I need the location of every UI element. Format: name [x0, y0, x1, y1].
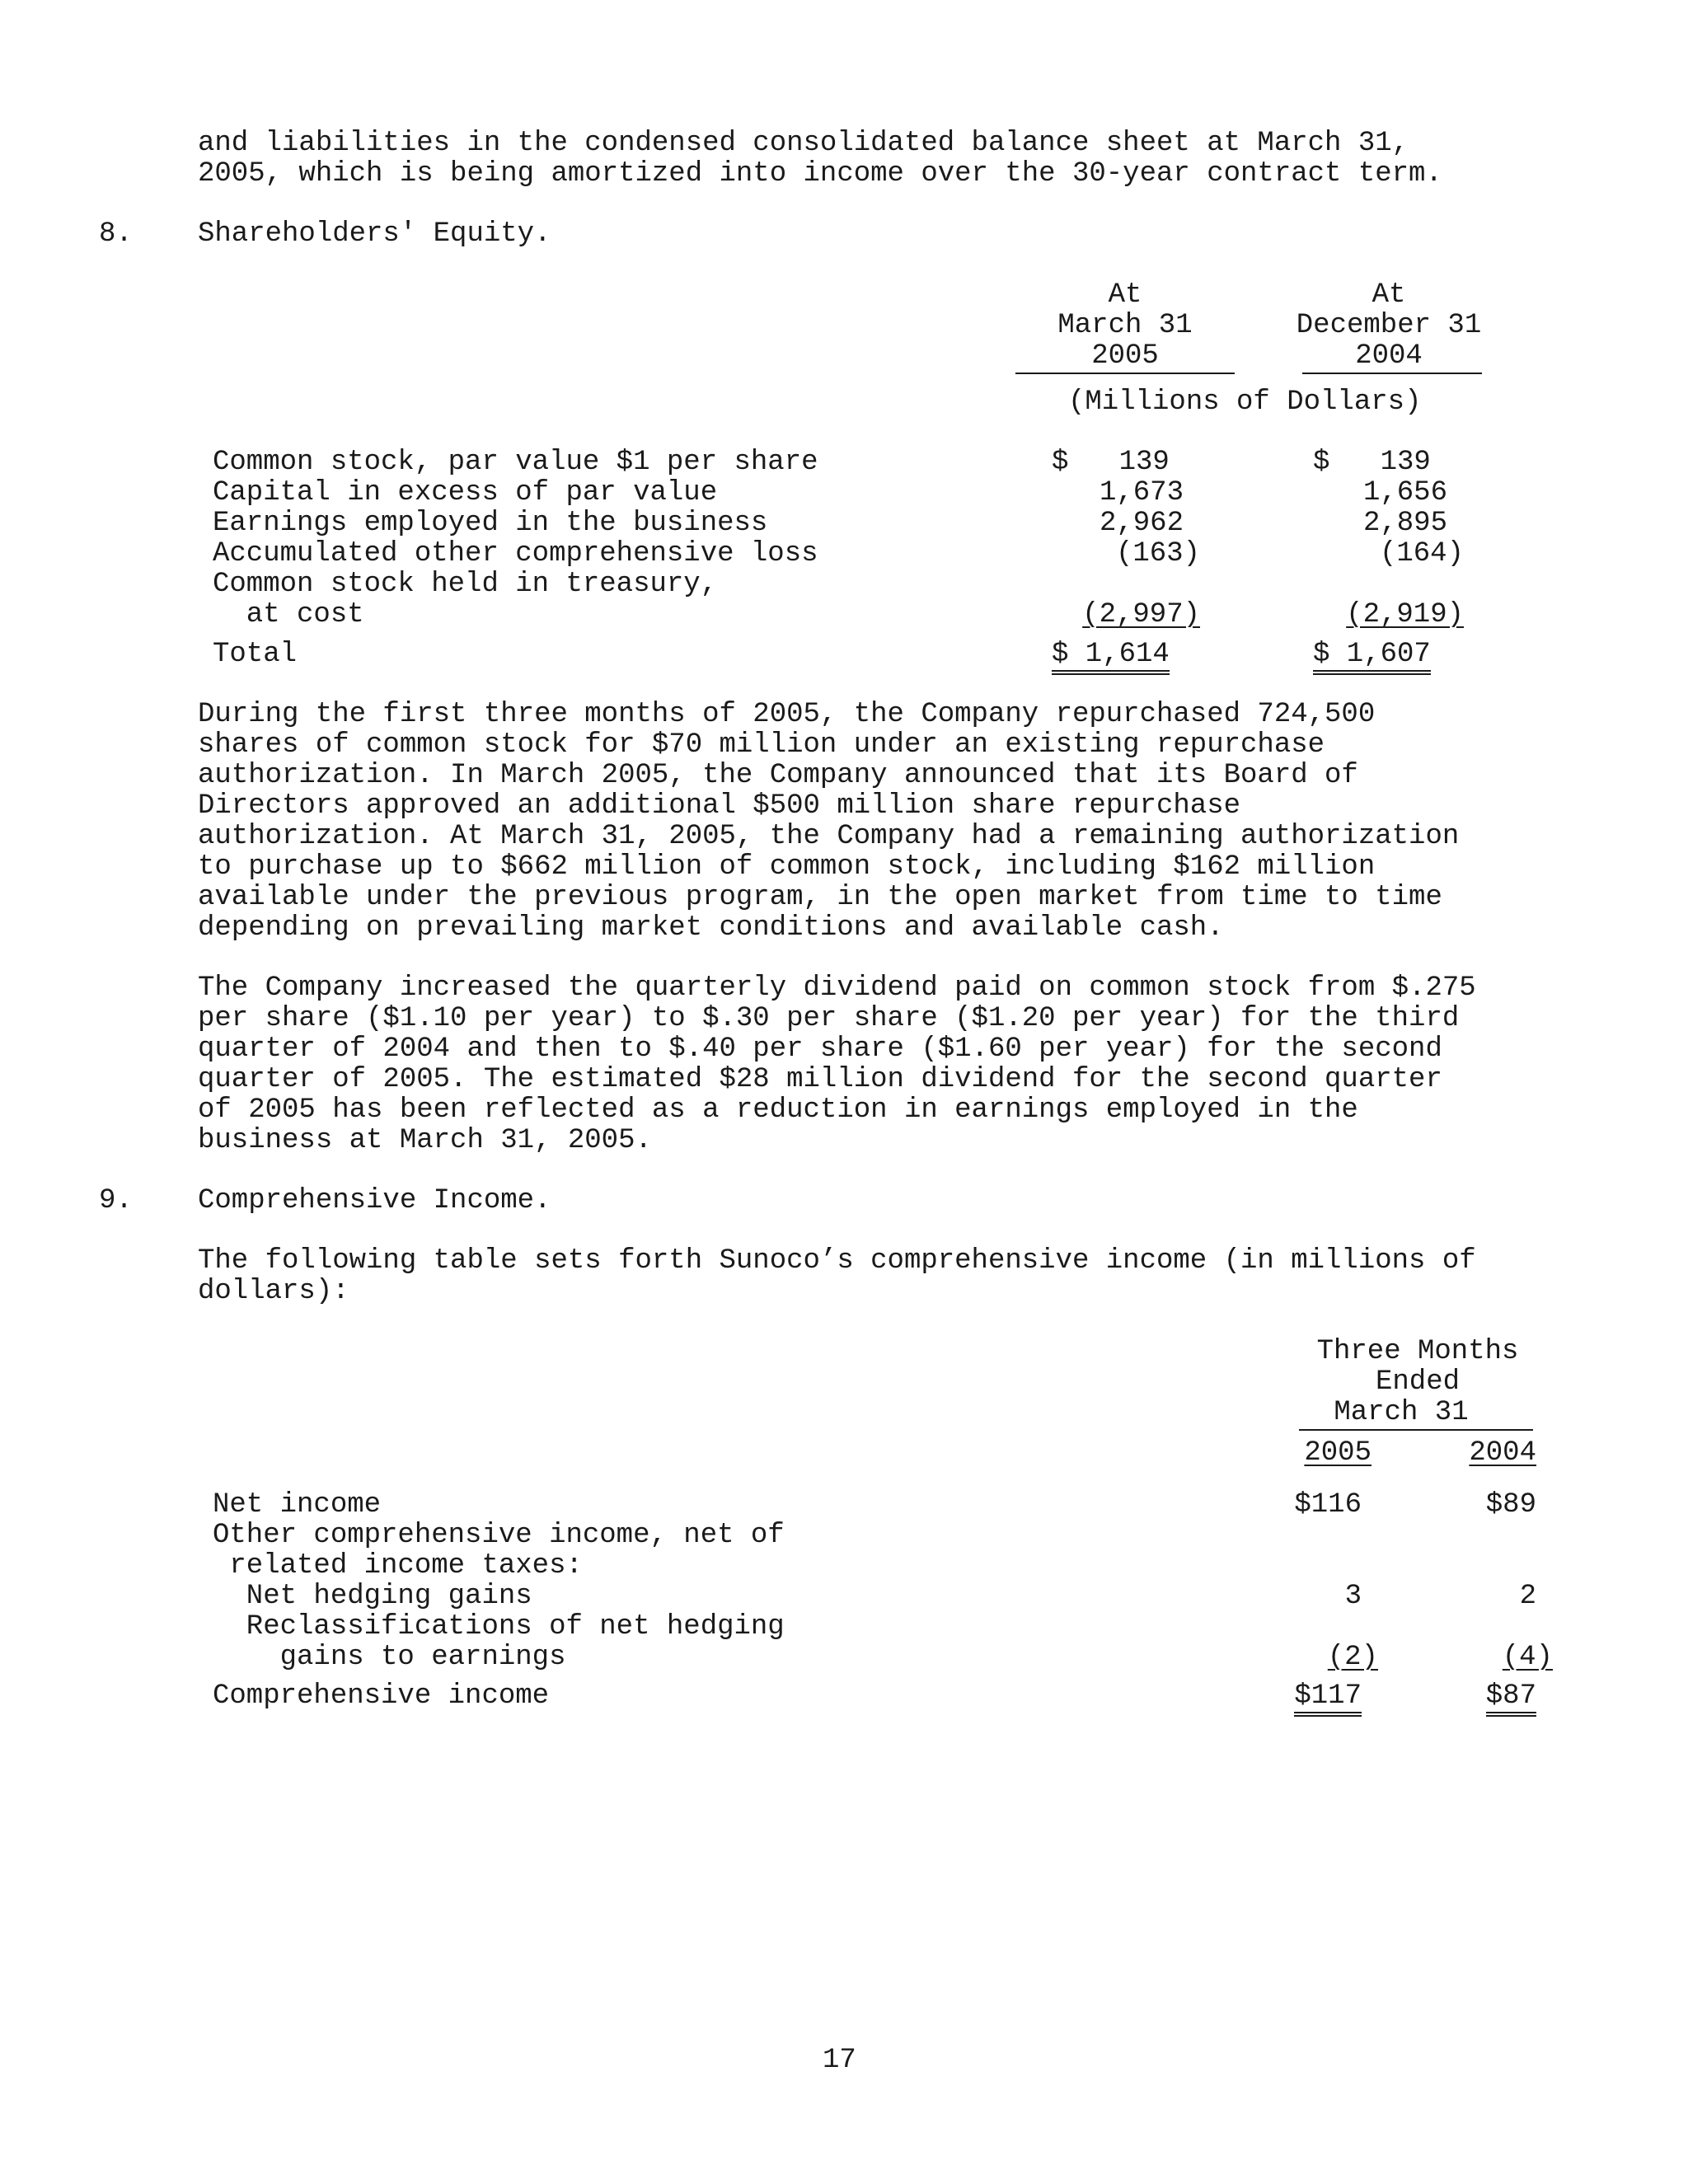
page-number: 17	[823, 2045, 856, 2076]
income-row-label: Reclassifications of net hedging	[213, 1611, 785, 1643]
paragraph-line: available under the previous program, in the open market from time to time	[198, 882, 1442, 913]
section-9-intro-line-1: The following table sets forth Sunoco’s comprehensive income (in millions of	[198, 1245, 1476, 1277]
section-9-number: 9.	[99, 1185, 133, 1216]
paragraph-line: During the first three months of 2005, the Company repurchased 724,500	[198, 699, 1376, 730]
income-row-label: Net hedging gains	[213, 1581, 532, 1612]
paragraph-line: depending on prevailing market conditions and available cash.	[198, 912, 1224, 944]
section-9-intro-line-2: dollars):	[198, 1276, 349, 1307]
equity-row-value-2005: 2,962	[1099, 508, 1184, 539]
paragraph-line: authorization. In March 2005, the Company announced that its Board of	[198, 760, 1358, 791]
income-header-line-3: March 31	[1334, 1397, 1469, 1428]
paragraph-line: business at March 31, 2005.	[198, 1125, 652, 1156]
income-reclass-2005: (2)	[1327, 1642, 1378, 1673]
equity-col1-header-date: March 31	[1057, 310, 1193, 341]
income-col-2005	[1236, 1438, 1372, 1469]
paragraph-line: The Company increased the quarterly dividend paid on common stock from $.275	[198, 972, 1476, 1004]
equity-total-2005-value: $ 1,614	[1052, 639, 1170, 675]
income-row-value-2005	[1236, 1643, 1378, 1673]
income-total-2004	[1401, 1681, 1536, 1712]
paragraph-line: shares of common stock for $70 million under an existing repurchase	[198, 729, 1325, 761]
equity-row-value-2004: (164)	[1379, 538, 1464, 569]
income-row-value-2005: 3	[1344, 1581, 1362, 1612]
income-row-value-2004	[1401, 1643, 1553, 1673]
equity-row-value-2005: $ 139	[1052, 447, 1170, 478]
equity-row-value-2005: (163)	[1115, 538, 1200, 569]
section-8-number: 8.	[99, 218, 133, 250]
equity-units-label: (Millions of Dollars)	[1068, 387, 1422, 418]
income-col-2005-label: 2005	[1304, 1437, 1372, 1469]
income-row-value-2004: $89	[1485, 1489, 1536, 1521]
income-total-label: Comprehensive income	[213, 1680, 550, 1712]
intro-line-1: and liabilities in the condensed consolidated balance sheet at March 31,	[198, 128, 1409, 159]
equity-row-label: Common stock held in treasury,	[213, 569, 718, 600]
equity-col2-header-at: At	[1372, 279, 1406, 311]
income-total-2005-value: $117	[1294, 1680, 1362, 1717]
income-row-label: Net income	[213, 1489, 382, 1521]
equity-total-label: Total	[213, 639, 298, 670]
income-row-value-2005: $116	[1294, 1489, 1362, 1521]
equity-col1-header-at: At	[1108, 279, 1142, 311]
section-9-title: Comprehensive Income.	[198, 1185, 551, 1216]
equity-total-2005	[1052, 640, 1170, 670]
equity-row-value-2004	[1253, 600, 1464, 630]
intro-line-2: 2005, which is being amortized into income over the 30-year contract term.	[198, 158, 1442, 190]
paragraph-line: to purchase up to $662 million of common stock, including $162 million	[198, 851, 1376, 883]
equity-row-value-2004: 2,895	[1362, 508, 1447, 539]
paragraph-line: quarter of 2005. The estimated $28 million dividend for the second quarter	[198, 1064, 1442, 1095]
equity-treasury-2004: (2,919)	[1346, 599, 1464, 630]
income-col-2004	[1401, 1438, 1536, 1469]
equity-col1-header-year: 2005	[1091, 340, 1159, 372]
income-row-label: related income taxes:	[213, 1550, 583, 1582]
paragraph-line: quarter of 2004 and then to $.40 per share ($1.60 per year) for the second	[198, 1033, 1442, 1065]
income-row-label: gains to earnings	[213, 1642, 566, 1673]
equity-row-value-2004: $ 139	[1313, 447, 1431, 478]
equity-row-value-2005: 1,673	[1099, 477, 1184, 509]
equity-row-label: Common stock, par value $1 per share	[213, 447, 818, 478]
equity-row-value-2004: 1,656	[1362, 477, 1447, 509]
paragraph-line: Directors approved an additional $500 million share repurchase	[198, 790, 1241, 822]
income-col-2004-label: 2004	[1469, 1437, 1536, 1469]
equity-row-value-2005	[989, 600, 1200, 630]
income-header-rule	[1299, 1429, 1533, 1431]
equity-col2-header-year: 2004	[1355, 340, 1423, 372]
equity-row-label: Capital in excess of par value	[213, 477, 718, 509]
income-row-label: Other comprehensive income, net of	[213, 1520, 785, 1551]
equity-treasury-2005: (2,997)	[1082, 599, 1200, 630]
equity-col2-header-date: December 31	[1296, 310, 1482, 341]
income-total-2005	[1236, 1681, 1362, 1712]
income-reclass-2004: (4)	[1502, 1642, 1553, 1673]
equity-row-label: Accumulated other comprehensive loss	[213, 538, 818, 569]
income-header-line-2: Ended	[1375, 1366, 1461, 1398]
section-8-title: Shareholders' Equity.	[198, 218, 551, 250]
income-row-value-2004: 2	[1519, 1581, 1536, 1612]
equity-total-2004-value: $ 1,607	[1313, 639, 1431, 675]
equity-col1-header-rule	[1015, 373, 1235, 374]
income-header-line-1: Three Months	[1316, 1336, 1519, 1367]
paragraph-line: of 2005 has been reflected as a reduction in earnings employed in the	[198, 1094, 1358, 1126]
paragraph-line: per share ($1.10 per year) to $.30 per share ($1.20 per year) for the third	[198, 1003, 1460, 1034]
equity-col2-header-rule	[1302, 373, 1482, 374]
paragraph-line: authorization. At March 31, 2005, the Company had a remaining authorization	[198, 821, 1460, 852]
equity-total-2004	[1313, 640, 1431, 670]
income-total-2004-value: $87	[1486, 1680, 1536, 1717]
equity-row-label: at cost	[213, 599, 364, 630]
equity-row-label: Earnings employed in the business	[213, 508, 768, 539]
